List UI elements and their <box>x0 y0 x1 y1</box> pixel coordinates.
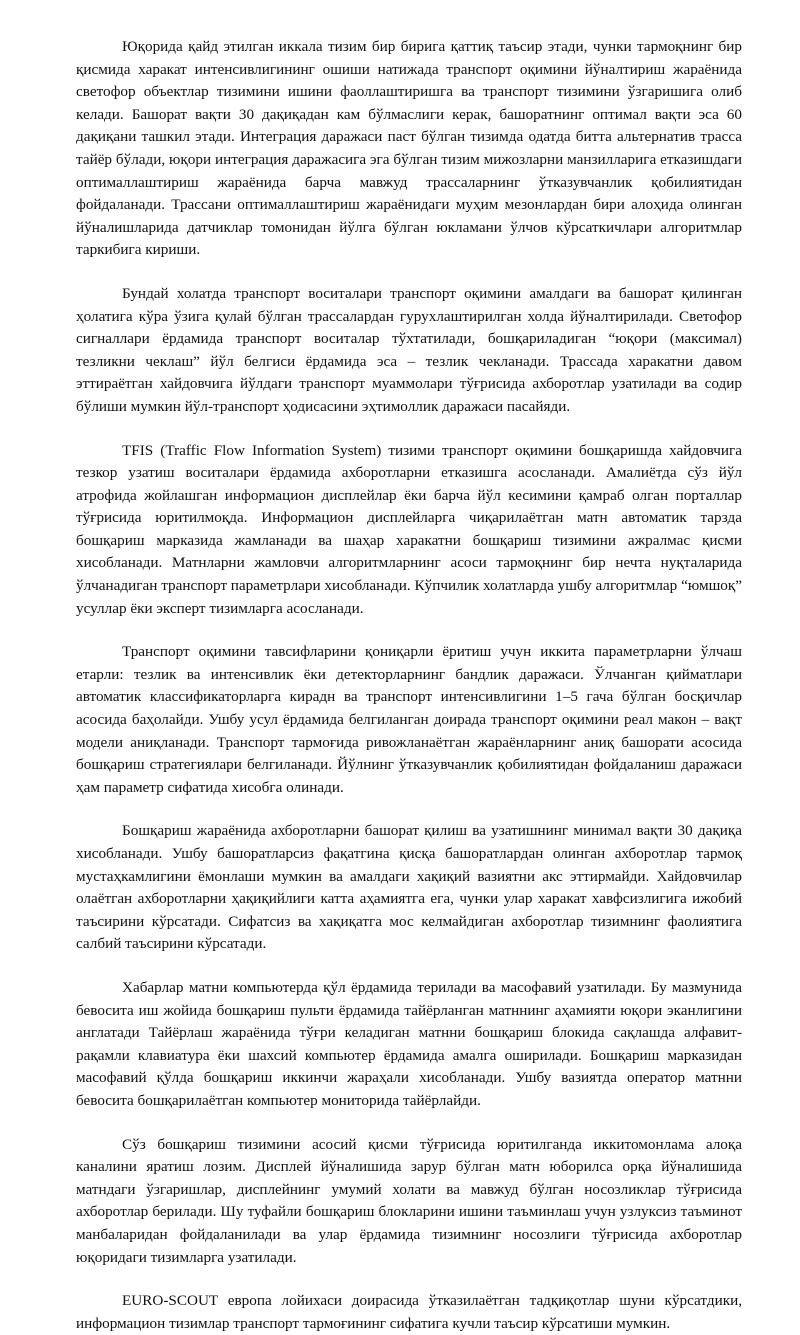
paragraph-8: EURO-SCOUT европа лойихаси доирасида ўтказилаётган тадқиқотлар шуни кўрсатдики, информацион тизимлар транспорт тармоғининг сифатига кучли таъсир кўрсатиши мумкин. <box>76 1292 742 1332</box>
paragraph-5: Бошқариш жараёнида ахборотларни башорат қилиш ва узатишнинг минимал вақти 30 дақиқа хисобланади. Ушбу башоратларсиз фақатгина қисқа башоратлардан олинган ахборотлар тармоқ мустаҳкамлигини ёмонлаши мумкин ва амалдаги хақиқий вазиятни акс эттирмайди. Хайдовчилар олаётган ахборотларни ҳақиқийлиги катта аҳамиятга ега, чунки улар харакат хавфсизлигига ижобий таъсирини кўрсатади. Сифатсиз ва хақиқатга мос келмайдиган ахборотлар тизимнинг фаолиятига салбий таъсирини кўрсатади. <box>76 822 742 953</box>
paragraph-3: TFIS (Traffic Flow Information System) тизими транспорт оқимини бошқаришда хайдовчига тезкор узатиш воситалари ёрдамида ахборотларни етказишга асосланади. Амалиётда сўз йўл атрофида жойлашган информацион дисплейлар ёки барча йўл кесимини қамраб олган порталлар тўғрисида юритилмоқда. Информацион дисплейларга чиқарилаётган матн автоматик тарзда бошқариш марказида жамланади ва шаҳар харакатни бошқариш тизимини ажралмас қисми хисобланади. Матнларни жамловчи алгоритмларнинг асоси тармоқнинг бир нечта нуқталарида ўлчанадиган транспорт параметрлари хисобланади. Кўпчилик холатларда ушбу алгоритмлар “юмшоқ” усуллар ёки эксперт тизимларга асосланади. <box>76 441 742 617</box>
paragraph-1: Юқорида қайд этилган иккала тизим бир бирига қаттиқ таъсир этади, чунки тармоқнинг бир қисмида харакат интенсивлигининг ошиши натижада транспорт оқимини йўналтириш жараёнида светофор объектлар тизимини ишини фаоллаштиришга ва транспорт тизимини ўзгаришига олиб келади. Башорат вақти 30 дақиқадан кам бўлмаслиги керак, башоратнинг оптимал вақти эса 60 дақиқани ташкил этади. Интеграция даражаси паст бўлган тизимда одатда битта альтернатив трасса тайёр бўлади, юқори интеграция даражасига эга бўлган тизим мижозларни манзилларига етказишдаги оптималлаштириш жараёнида барча мавжуд трассаларнинг ўтказувчанлик қобилиятидан фойдаланади. Трассани оптималлаштириш жараёнидаги муҳим мезонлардан бири алоҳида олинган йўналишларида датчиклар томонидан йўлга бўлган юкламани ўлчов кўрсаткичлари алгоритмлар таркибига кириши. <box>76 38 742 259</box>
document-page <box>76 36 742 1335</box>
paragraph-4: Транспорт оқимини тавсифларини қониқарли ёритиш учун иккита параметрларни ўлчаш етарли: тезлик ва интенсивлик ёки детекторларнинг бандлик даражаси. Ўлчанган қийматлари автоматик классификаторларга кирадн ва транспорт интенсивлигини 1–5 гача бўлган босқичлар асосида баҳолайди. Ушбу усул ёрдамида белгиланган доирада транспорт оқимини реал макон – вақт модели аниқланади. Транспорт тармоғида ривожланаётган жараёнларнинг аниқ башорати асосида бошқариш стратегиялари белгиланади. Йўлнинг ўтказувчанлик қобилиятидан фойдаланиш даражаси ҳам параметр сифатида хисобга олинади. <box>76 643 742 796</box>
paragraph-6: Хабарлар матни компьютерда қўл ёрдамида терилади ва масофавий узатилади. Бу мазмунида бевосита иш жойида бошқариш пульти ёрдамида тайёрланган матннинг аҳамияти юқори эканлигини англатади Тайёрлаш жараёнида тўғри келадиган матнни бошқариш блокида сақлашда алфавит-рақамли клавиатура ёки шахсий компьютер ёрдамида амалга оширилади. Бошқариш марказидан масофавий қўлда бошқариш иккинчи жараҳали хисобланади. Ушбу вазиятда оператор матнни бевосита бошқарилаётган компьютер мониторида тайёрлайди. <box>76 978 742 1109</box>
paragraph-7: Сўз бошқариш тизимини асосий қисми тўғрисида юритилганда иккитомонлама алоқа каналини яратиш лозим. Дисплей йўналишида зарур бўлган матн юборилса орқа йўналишида матндаги ўзгаришлар, дисплейнинг умумий холати ва мавжуд бўлган носозликлар тўғрисида ахборотлар берилади. Шу туфайли бошқариш блокларини ишини таъминлаш учун узлуксиз таъминот манбаларидан фойдаланилади ва улар ёрдамида тизимнинг носозлиги тўғрисида ахборотлар юқоридаги тизимларга узатилади. <box>76 1135 742 1266</box>
paragraph-2: Бундай холатда транспорт воситалари транспорт оқимини амалдаги ва башорат қилинган ҳолатига кўра ўзига қулай бўлган трассалардан гурухлаштирилган холда йўналтирилади. Светофор сигналлари ёрдамида транспорт воситалар тўхтатилади, бошқариладиган “юқори (максимал) тезликни чеклаш” йўл белгиси ёрдамида эса – тезлик чекланади. Трассада харакатни давом эттираётган хайдовчига йўлдаги транспорт муаммолари тўғрисида ахборотлар узатилади ва содир бўлиши мумкин йўл-транспорт ҳодисасини эҳтимоллик даражаси пасайяди. <box>76 284 742 415</box>
